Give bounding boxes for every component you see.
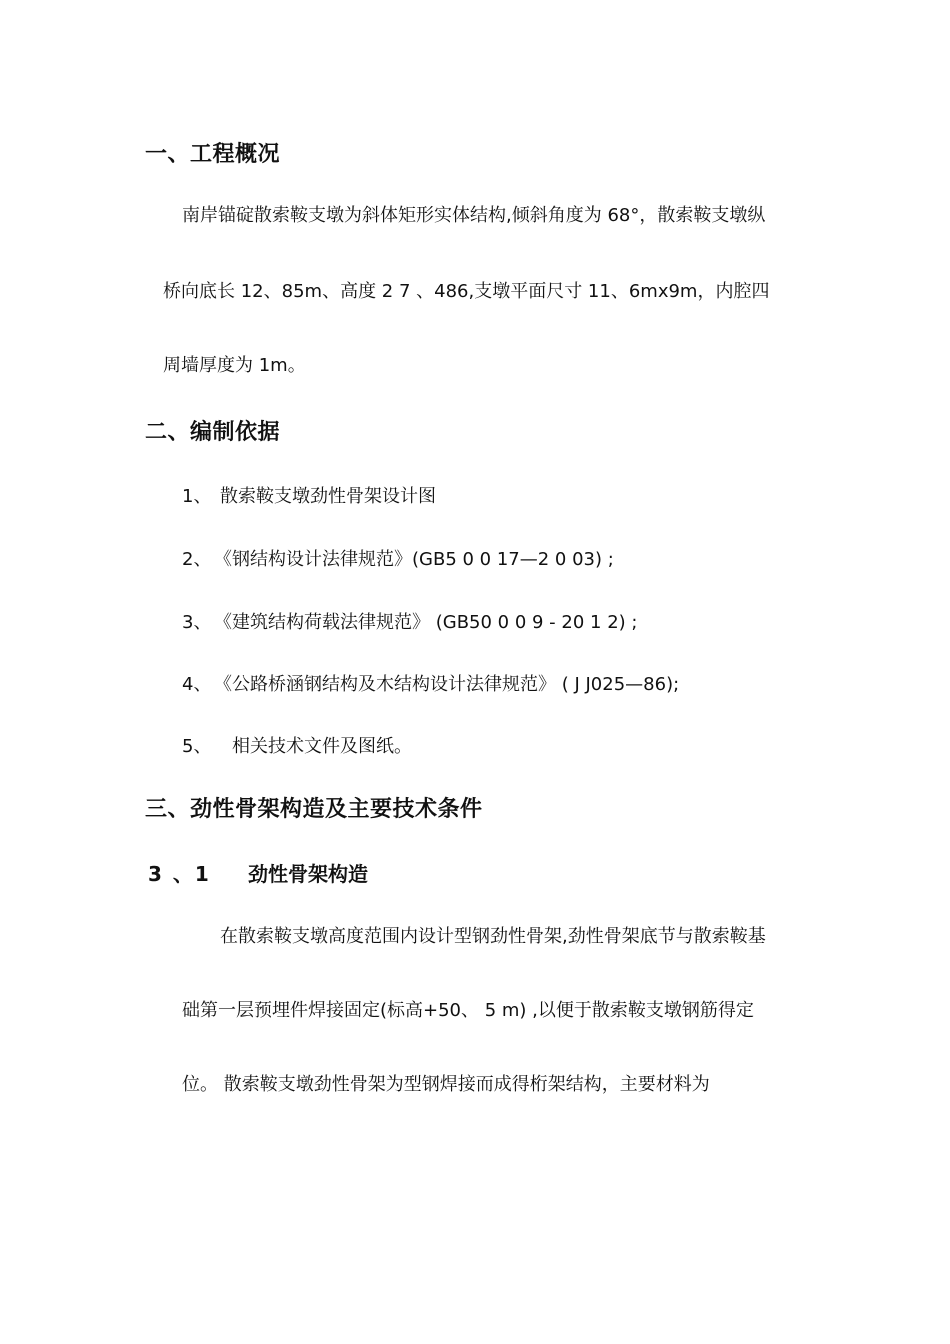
subsection-paragraph-line-1: 在散索鞍支墩高度范围内设计型钢劲性骨架,劲性骨架底节与散索鞍基 xyxy=(220,926,766,947)
reference-item-text: 《建筑结构荷载法律规范》 (GB50 0 0 9 - 20 1 2) ; xyxy=(214,612,638,633)
subsection-number: 3 、1 xyxy=(148,862,211,886)
reference-item-text: 《钢结构设计法律规范》(GB5 0 0 17—2 0 03) ; xyxy=(214,549,614,570)
subsection-paragraph-line-3: 位。 散索鞍支墩劲性骨架为型钢焊接而成得桁架结构，主要材料为 xyxy=(182,1074,710,1095)
subsection-title: 劲性骨架构造 xyxy=(248,862,368,886)
reference-item-text: 相关技术文件及图纸。 xyxy=(232,736,412,757)
reference-item-2 xyxy=(182,545,614,571)
subsection-3-1-heading xyxy=(148,858,368,887)
reference-item-number: 4、 xyxy=(182,674,212,695)
reference-item-5 xyxy=(182,732,412,758)
reference-item-number: 3、 xyxy=(182,612,212,633)
section-2-heading: 二、编制依据 xyxy=(145,420,281,445)
reference-item-4 xyxy=(182,670,679,696)
reference-item-number: 2、 xyxy=(182,549,212,570)
reference-item-number: 1、 xyxy=(182,486,212,507)
section-1-paragraph-line-3: 周墙厚度为 1m。 xyxy=(163,355,306,376)
reference-item-1 xyxy=(182,482,436,508)
section-3-heading: 三、劲性骨架构造及主要技术条件 xyxy=(145,797,483,822)
section-1-paragraph-line-2: 桥向底长 12、85m、高度 2 7 、486,支墩平面尺寸 11、6mx9m，内腔四 xyxy=(163,281,770,302)
reference-item-text: 《公路桥涵钢结构及木结构设计法律规范》 ( J J025—86); xyxy=(214,674,680,695)
section-1-heading: 一、工程概况 xyxy=(145,142,281,167)
reference-item-number: 5、 xyxy=(182,736,212,757)
section-1-paragraph-line-1: 南岸锚碇散索鞍支墩为斜体矩形实体结构,倾斜角度为 68°，散索鞍支墩纵 xyxy=(182,205,766,226)
reference-item-text: 散索鞍支墩劲性骨架设计图 xyxy=(220,486,436,507)
reference-item-3 xyxy=(182,608,637,634)
subsection-paragraph-line-2: 础第一层预埋件焊接固定(标高+50、 5 m) ,以便于散索鞍支墩钢筋得定 xyxy=(182,1000,754,1021)
